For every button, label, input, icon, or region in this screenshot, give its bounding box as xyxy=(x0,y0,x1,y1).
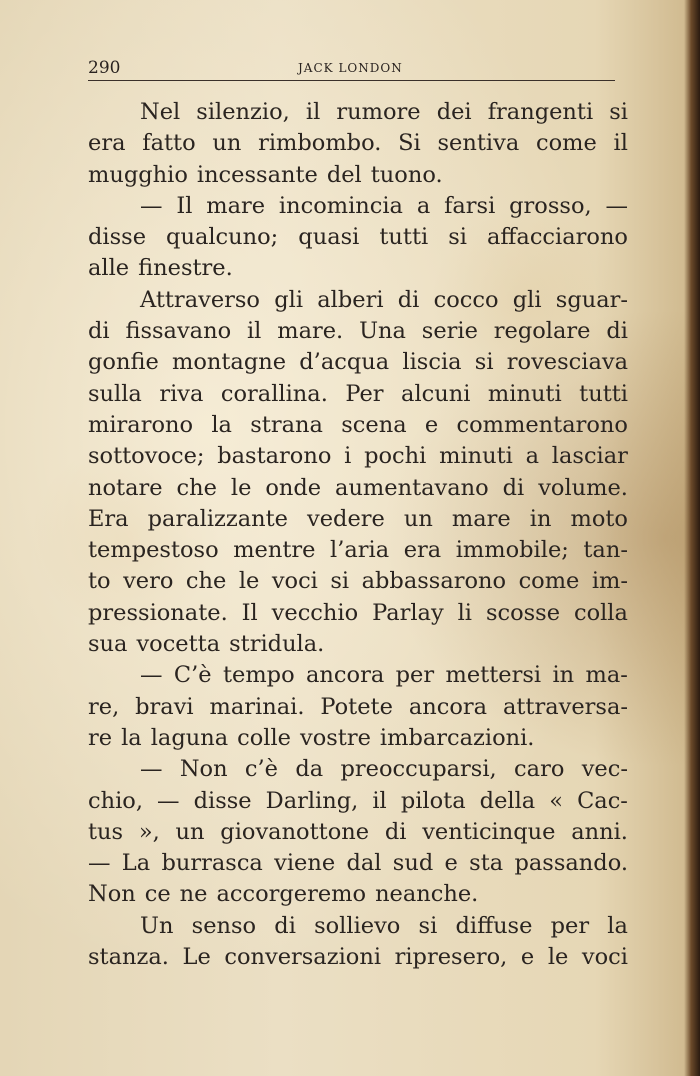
text-line: alle finestre. xyxy=(88,255,233,282)
text-line: Era paralizzante vedere un mare in moto xyxy=(88,505,628,532)
text-line: mirarono la strana scena e commentarono xyxy=(88,411,628,438)
text-line: sua vocetta stridula. xyxy=(88,631,325,658)
header-rule xyxy=(88,80,615,81)
text-line: stanza. Le conversazioni ripresero, e le voci xyxy=(88,944,628,971)
text-line: — Il mare incomincia a farsi grosso, — xyxy=(140,192,628,219)
text-line: Un senso di sollievo si diffuse per la xyxy=(140,912,628,939)
text-line: Attraverso gli alberi di cocco gli sguar- xyxy=(140,286,628,313)
text-line: sottovoce; bastarono i pochi minuti a lasciar xyxy=(88,443,628,470)
text-line: — Non c’è da preoccuparsi, caro vec- xyxy=(140,756,628,783)
body-text xyxy=(88,97,628,973)
page-number: 290 xyxy=(88,58,121,78)
page-header xyxy=(88,58,615,80)
book-spine-edge xyxy=(684,0,700,1076)
text-line: mugghio incessante del tuono. xyxy=(88,161,443,188)
text-line: to vero che le voci si abbassarono come im- xyxy=(88,568,628,595)
text-line: re, bravi marinai. Potete ancora attraversa- xyxy=(88,693,628,720)
text-line: sulla riva corallina. Per alcuni minuti tutti xyxy=(88,380,628,407)
text-line: gonfie montagne d’acqua liscia si rovesciava xyxy=(88,349,628,376)
text-line: tempestoso mentre l’aria era immobile; tan- xyxy=(88,537,628,564)
text-line: — La burrasca viene dal sud e sta passando. xyxy=(88,850,628,877)
text-line: Nel silenzio, il rumore dei frangenti si xyxy=(140,99,628,125)
text-line: tus », un giovanottone di venticinque anni. xyxy=(88,818,628,845)
text-line: pressionate. Il vecchio Parlay li scosse colla xyxy=(88,599,628,626)
text-line: notare che le onde aumentavano di volume. xyxy=(88,474,628,501)
text-line: re la laguna colle vostre imbarcazioni. xyxy=(88,724,535,751)
text-line: — C’è tempo ancora per mettersi in ma- xyxy=(140,662,628,689)
text-line: era fatto un rimbombo. Si sentiva come il xyxy=(88,130,628,157)
text-line: disse qualcuno; quasi tutti si affacciarono xyxy=(88,224,628,251)
text-line: di fissavano il mare. Una serie regolare di xyxy=(88,318,628,345)
text-line: chio, — disse Darling, il pilota della « Cac- xyxy=(88,787,628,814)
text-line: Non ce ne accorgeremo neanche. xyxy=(88,881,479,908)
running-head: JACK LONDON xyxy=(298,61,403,75)
